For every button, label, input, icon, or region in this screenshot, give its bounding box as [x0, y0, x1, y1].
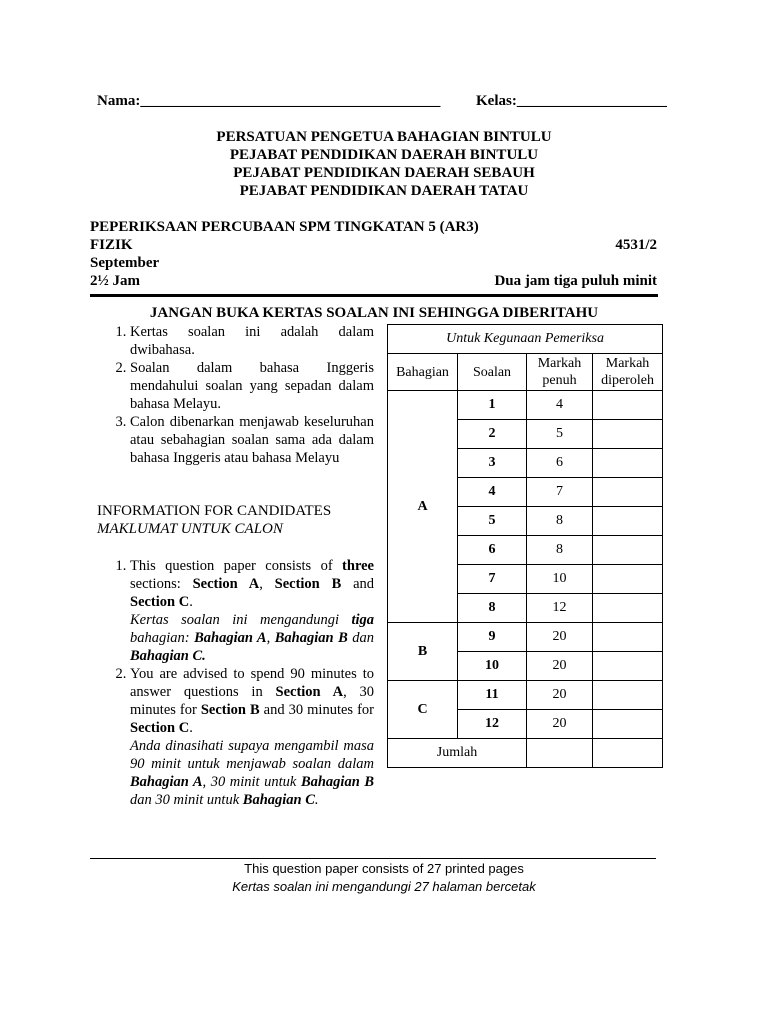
org-header	[0, 128, 768, 200]
org-line-1: PERSATUAN PENGETUA BAHAGIAN BINTULU	[216, 129, 552, 145]
full-mark-cell: 20	[527, 710, 593, 739]
col-header-markah-diperoleh: Markah diperoleh	[593, 354, 663, 391]
total-obtained-mark[interactable]	[593, 739, 663, 768]
full-mark-cell: 8	[527, 507, 593, 536]
question-number-cell: 12	[458, 710, 527, 739]
footer-pages-ms: Kertas soalan ini mengandungi 27 halaman bercetak	[232, 879, 536, 894]
paper-code: 4531/2	[615, 237, 657, 253]
obtained-mark-cell[interactable]	[593, 536, 663, 565]
question-number-cell: 8	[458, 594, 527, 623]
question-number-cell: 11	[458, 681, 527, 710]
col-header-bahagian: Bahagian	[388, 354, 458, 391]
full-mark-cell: 10	[527, 565, 593, 594]
question-number-cell: 7	[458, 565, 527, 594]
table-caption: Untuk Kegunaan Pemeriksa	[388, 325, 663, 354]
subject: FIZIK	[90, 237, 133, 253]
exam-month: September	[90, 255, 160, 271]
note-item: 2. Soalan dalam bahasa Inggeris mendahului soalan yang sepadan dalam bahasa Melayu.	[130, 359, 374, 413]
nama-blank[interactable]: ________________________________________	[140, 93, 441, 109]
obtained-mark-cell[interactable]	[593, 681, 663, 710]
candidate-instructions	[90, 557, 374, 809]
section-cell: C	[388, 681, 458, 739]
total-full-mark	[527, 739, 593, 768]
question-number-cell: 6	[458, 536, 527, 565]
duration: 2½ Jam	[90, 273, 140, 289]
org-line-3: PEJABAT PENDIDIKAN DAERAH SEBAUH	[233, 165, 535, 181]
section-cell: A	[388, 391, 458, 623]
header-rule	[90, 294, 658, 297]
question-number-cell: 5	[458, 507, 527, 536]
full-mark-cell: 6	[527, 449, 593, 478]
full-mark-cell: 20	[527, 623, 593, 652]
note-item: 3. Calon dibenarkan menjawab keseluruhan atau sebahagian soalan sama ada dalam bahasa Inggeris atau bahasa Melayu	[130, 413, 374, 467]
full-mark-cell: 20	[527, 652, 593, 681]
name-field-row	[97, 93, 440, 110]
instruction-item: 1. This question paper consists of three sections: Section A, Section B and Section C. Kertas soalan ini mengandungi tiga bahagian: Bahagian A, Bahagian B dan Bahagian C.	[130, 557, 374, 665]
question-number-cell: 10	[458, 652, 527, 681]
full-mark-cell: 7	[527, 478, 593, 507]
obtained-mark-cell[interactable]	[593, 391, 663, 420]
exam-title: PEPERIKSAAN PERCUBAAN SPM TINGKATAN 5 (AR3)	[90, 219, 479, 235]
instruction-item: 2. You are advised to spend 90 minutes to answer questions in Section A, 30 minutes for Section B and 30 minutes for Section C. Anda dinasihati supaya mengambil masa 90 minit untuk menjawab soalan dalam Bahagian A, 30 minit untuk Bahagian B dan 30 minit untuk Bahagian C.	[130, 665, 374, 809]
obtained-mark-cell[interactable]	[593, 652, 663, 681]
class-field-row	[476, 93, 667, 110]
table-row	[388, 623, 663, 652]
col-header-soalan: Soalan	[458, 354, 527, 391]
info-heading-ms: MAKLUMAT UNTUK CALON	[97, 521, 283, 537]
examiner-marks-table	[387, 324, 663, 768]
full-mark-cell: 12	[527, 594, 593, 623]
org-line-4: PEJABAT PENDIDIKAN DAERAH TATAU	[239, 183, 529, 199]
full-mark-cell: 5	[527, 420, 593, 449]
obtained-mark-cell[interactable]	[593, 507, 663, 536]
warning-text: JANGAN BUKA KERTAS SOALAN INI SEHINGGA DIBERITAHU	[149, 305, 599, 321]
section-cell: B	[388, 623, 458, 681]
kelas-label: Kelas:	[476, 93, 517, 109]
nama-label: Nama:	[97, 93, 141, 109]
exam-info	[90, 218, 657, 290]
question-number-cell: 1	[458, 391, 527, 420]
obtained-mark-cell[interactable]	[593, 710, 663, 739]
obtained-mark-cell[interactable]	[593, 420, 663, 449]
note-item: 1. Kertas soalan ini adalah dalam dwibahasa.	[130, 323, 374, 359]
col-header-markah-penuh: Markah penuh	[527, 354, 593, 391]
info-heading-en: INFORMATION FOR CANDIDATES	[97, 503, 332, 519]
language-notes	[90, 323, 374, 467]
full-mark-cell: 4	[527, 391, 593, 420]
obtained-mark-cell[interactable]	[593, 623, 663, 652]
table-row	[388, 681, 663, 710]
obtained-mark-cell[interactable]	[593, 449, 663, 478]
duration-words: Dua jam tiga puluh minit	[494, 273, 657, 289]
question-number-cell: 9	[458, 623, 527, 652]
footer-rule	[90, 858, 656, 859]
question-number-cell: 4	[458, 478, 527, 507]
footer-pages-en: This question paper consists of 27 printed pages	[244, 861, 524, 876]
org-line-2: PEJABAT PENDIDIKAN DAERAH BINTULU	[229, 147, 539, 163]
table-row	[388, 391, 663, 420]
obtained-mark-cell[interactable]	[593, 478, 663, 507]
question-number-cell: 3	[458, 449, 527, 478]
full-mark-cell: 8	[527, 536, 593, 565]
obtained-mark-cell[interactable]	[593, 565, 663, 594]
question-number-cell: 2	[458, 420, 527, 449]
kelas-blank[interactable]: ____________________	[516, 93, 667, 109]
total-label: Jumlah	[388, 739, 527, 768]
full-mark-cell: 20	[527, 681, 593, 710]
obtained-mark-cell[interactable]	[593, 594, 663, 623]
